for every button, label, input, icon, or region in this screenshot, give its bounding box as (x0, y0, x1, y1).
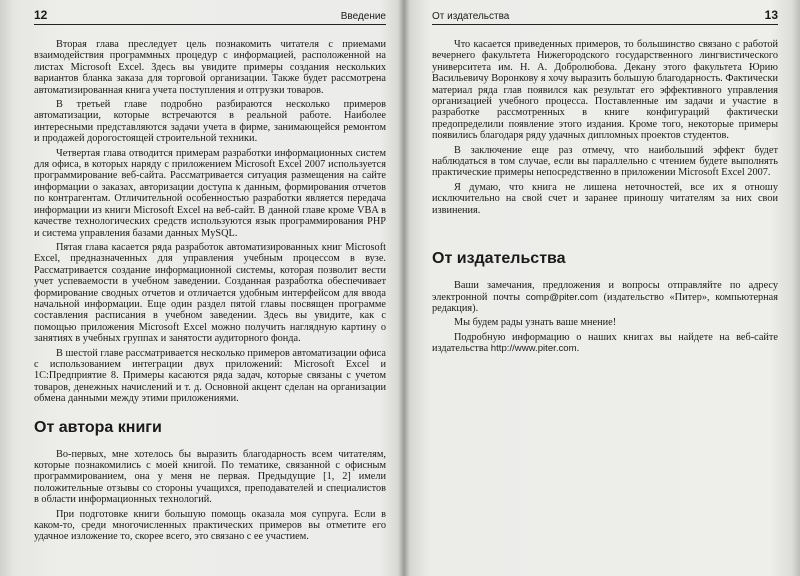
right-running-head (432, 8, 778, 25)
right-page-number: 13 (764, 8, 778, 22)
right-paragraph: Я думаю, что книга не лишена неточностей, все их я отношу исключительно на свой счет и заранее приношу читателям за них свои извинения. (432, 181, 778, 216)
section-title-publisher: От издательства (432, 250, 566, 268)
publisher-text: (издательство «Питер», компьютерная редакция). (432, 291, 778, 314)
publisher-email-link[interactable]: comp@piter.com (525, 291, 598, 303)
publisher-url-link[interactable]: http://www.piter.com (490, 343, 577, 355)
publisher-paragraph: Мы будем рады узнать ваше мнение! (454, 317, 617, 329)
publisher-paragraph (432, 332, 778, 355)
publisher-text: . (576, 343, 580, 355)
left-paragraph: В третьей главе подробно разбираются несколько примеров автоматизации, которые встречаются в реальной работе. Наиболее интересными представляются задачи учета в фирме, занимающейся ремонтом и продажей дорогостоящей строительной техники. (34, 99, 386, 145)
right-page (404, 0, 800, 576)
right-paragraph: Что касается приведенных примеров, то большинство связано с работой вечернего факультета Нижегородского государственного лингвистического университета им. Н. А. Добролюбова. Декану этого факультета Юрию Васильевичу Воронкову я хочу выразить большую благодарность. Фактически материал ряда глав появился как результат его эффективного управления организацией учебного процесса. Поставленные им задачи и участие в разработке рассмотренных в книге конфигураций фактически предопределили появление этого издания. Кроме того, некоторые примеры появились благодаря ряду удачных дипломных проектов студентов. (432, 39, 778, 142)
left-page-number: 12 (34, 8, 48, 22)
left-paragraph: Четвертая глава отводится примерам разработки информационных систем для офиса, в которых наряду с приложением Microsoft Excel 2007 используется программирование веб-сайта. Рассматривается ситуация размещения на сайте информации о заказах, авторизации доступа к данным, формирования отчетов по контрагентам. Отличительной особенностью разработки является передача информации из книги Microsoft Excel на веб-сайт. В данной главе кроме VBA в качестве технологических средств используются язык программирования PHP и система управления базами данных MySQL. (34, 147, 386, 239)
publisher-paragraph (432, 280, 778, 314)
publisher-text: Ваши замечания, предложения и вопросы отправляйте по адресу электронной почты (432, 280, 778, 303)
left-running-title: Введение (340, 11, 386, 22)
left-paragraph: В шестой главе рассматривается несколько примеров автоматизации офиса с использованием интеграции двух приложений: Microsoft Excel и 1С:Предприятие 8. Примеры касаются ряда задач, которые связаны с учетом товаров, денежных начислений и т. д. Основной акцент сделан на организации обмена данными между этими приложениями. (34, 347, 387, 405)
left-paragraph: Пятая глава касается ряда разработок автоматизированных книг Microsoft Excel, предназначенных для управления учебным процессом в вузе. Рассматривается создание информационной системы, которая позволит вести учет успеваемости в учебном заведении. Созданная разработка обеспечивает формирование сводных отчетов и отличается удобным интерфейсом для ввода начальной информации. Еще один раздел пятой главы посвящен программе составления расписания в учебном заведении. Здесь вы увидите, как с помощью приложения Microsoft Excel можно получить наглядную картину о занятиях в учебных группах и занятости аудиторного фонда. (34, 241, 386, 345)
left-paragraph: Вторая глава преследует цель познакомить читателя с приемами взаимодействия программных процедур с информацией, расположенной на листах Microsoft Excel. Здесь вы увидите примеры создания нескольких вариантов бланка заказа для торговой организации. Также будет рассмотрена автоматизированная книга учета поступления и отгрузки товаров. (34, 39, 386, 96)
author-paragraph: Во-первых, мне хотелось бы выразить благодарность всем читателям, которые познакомились с моей книгой. По тематике, связанной с офисным программированием, она у меня не первая. Предыдущие [1, 2] имели положительные отзывы со стороны учащихся, преподавателей и специалистов в области информационных технологий. (34, 448, 386, 506)
right-running-title: От издательства (432, 11, 510, 22)
author-paragraph: При подготовке книги большую помощь оказала моя супруга. Если в каком-то, среди многочисленных практических примеров вы отметите его удачное изложение то, скорее всего, это связано с ее участием. (34, 508, 386, 543)
right-paragraph: В заключение еще раз отмечу, что наибольший эффект будет наблюдаться в том случае, если вы параллельно с чтением будете выполнять практические примеры непосредственно в приложении Microsoft Excel 2007. (432, 144, 778, 179)
publisher-text: Подробную информацию о наших книгах вы найдете на веб-сайте издательства (432, 331, 778, 355)
section-title-author: От автора книги (34, 418, 162, 436)
left-running-head (34, 8, 386, 25)
